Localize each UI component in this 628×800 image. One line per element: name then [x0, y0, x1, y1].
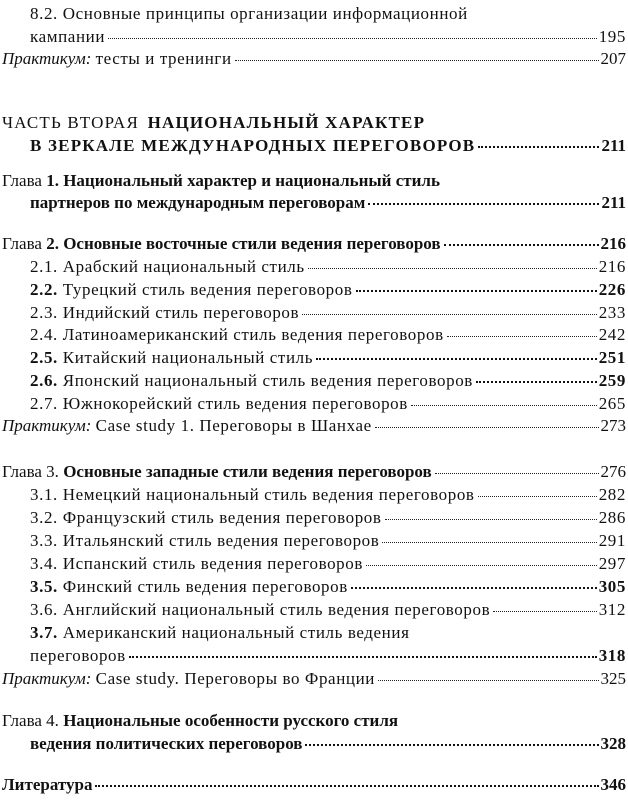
- page-number: 211: [601, 136, 626, 155]
- dot-leader: [305, 744, 598, 746]
- toc-entry-2-1: [30, 256, 626, 278]
- toc-entry-text: 3.3. Итальянский стиль ведения переговоров: [30, 531, 380, 550]
- page-number: 282: [598, 485, 626, 504]
- toc-entry-3-3: [30, 530, 626, 552]
- page-number: 233: [598, 303, 626, 322]
- page-number: 242: [598, 325, 626, 344]
- toc-entry-practicum-2: [2, 415, 626, 437]
- practicum-label: Практикум:: [2, 416, 92, 435]
- toc-entry-2-2: [30, 279, 626, 301]
- page-number: 312: [598, 600, 626, 619]
- toc-entry-chapter-4: [30, 733, 626, 755]
- toc-entry-chapter-3: [2, 461, 626, 483]
- page-number: 251: [598, 348, 626, 367]
- chapter-prefix: Глава: [2, 234, 42, 253]
- chapter-1-heading-line1: [2, 170, 440, 192]
- toc-entry-3-7: [30, 645, 626, 667]
- toc-entry-2-5: [30, 347, 626, 369]
- chapter-title: Основные западные стили ведения переговоров: [63, 462, 432, 481]
- toc-entry-text: кампании: [30, 27, 106, 46]
- chapter-number: 1.: [46, 171, 59, 190]
- chapter-title: Национальный характер и национальный стиль: [63, 171, 440, 190]
- dot-leader: [368, 203, 599, 205]
- page-number: 325: [600, 669, 626, 688]
- toc-entry-3-4: [30, 553, 626, 575]
- page-number: 276: [600, 462, 626, 481]
- toc-entry-chapter-2: [2, 233, 626, 255]
- practicum-label: Практикум:: [2, 49, 92, 68]
- dot-leader: [366, 565, 597, 566]
- page-number: 265: [598, 394, 626, 413]
- toc-entry-8-2-line1: 8.2. Основные принципы организации информационной: [30, 4, 468, 23]
- chapter-title-continued: ведения политических переговоров: [30, 734, 303, 753]
- dot-leader: [444, 244, 599, 246]
- page-number: 328: [600, 734, 626, 753]
- toc-entry-3-6: [30, 599, 626, 621]
- section-number: 3.7.: [30, 623, 58, 642]
- section-number: 3.5.: [30, 577, 58, 596]
- page-number: 259: [598, 371, 626, 390]
- chapter-prefix: Глава 3.: [2, 462, 59, 481]
- section-number: 2.6.: [30, 371, 58, 390]
- toc-entry-text: Турецкий стиль ведения переговоров: [62, 280, 353, 299]
- page-number: 211: [601, 193, 626, 212]
- chapter-prefix: Глава 4.: [2, 711, 59, 730]
- dot-leader: [493, 611, 596, 612]
- toc-entry-text: Case study. Переговоры во Франции: [95, 669, 375, 688]
- page-number: 318: [598, 646, 626, 665]
- toc-entry-2-6: [30, 370, 626, 392]
- toc-entry-practicum-1: [2, 48, 626, 70]
- toc-entry-3-7-line1: [30, 622, 410, 644]
- toc-entry-practicum-3: [2, 668, 626, 690]
- toc-entry-text: тесты и тренинги: [95, 49, 232, 68]
- part-heading-line1: [2, 112, 425, 134]
- toc-entry-text: 3.4. Испанский стиль ведения переговоров: [30, 554, 364, 573]
- part-label: ЧАСТЬ ВТОРАЯ: [2, 113, 140, 132]
- toc-entry-chapter-1: [30, 192, 626, 214]
- part-title: НАЦИОНАЛЬНЫЙ ХАРАКТЕР: [147, 113, 426, 132]
- page-number: 216: [600, 234, 626, 253]
- page-number: 346: [600, 775, 626, 794]
- toc-entry-text: Литература: [2, 775, 93, 794]
- chapter-title-continued: партнеров по международным переговорам: [30, 193, 366, 212]
- toc-entry-3-5: [30, 576, 626, 598]
- dot-leader: [302, 314, 597, 315]
- toc-entry-text: Американский национальный стиль ведения: [62, 623, 410, 642]
- dot-leader: [95, 785, 598, 787]
- dot-leader: [356, 290, 597, 292]
- toc-entry-text: Китайский национальный стиль: [62, 348, 314, 367]
- toc-entry-text: Case study 1. Переговоры в Шанхае: [95, 416, 372, 435]
- dot-leader: [308, 268, 597, 269]
- toc-entry-3-1: [30, 484, 626, 506]
- toc-entry-text: 2.4. Латиноамериканский стиль ведения переговоров: [30, 325, 444, 344]
- toc-entry-2-3: [30, 302, 626, 324]
- dot-leader: [351, 587, 597, 589]
- section-number: 2.2.: [30, 280, 58, 299]
- dot-leader: [478, 496, 597, 497]
- page-number: 286: [598, 508, 626, 527]
- toc-entry-text: 2.3. Индийский стиль переговоров: [30, 303, 300, 322]
- chapter-prefix: Глава: [2, 171, 42, 190]
- page-number: 297: [598, 554, 626, 573]
- toc-entry-text: 3.6. Английский национальный стиль ведения переговоров: [30, 600, 491, 619]
- chapter-number: 2.: [46, 234, 59, 253]
- dot-leader: [378, 680, 599, 681]
- dot-leader: [476, 381, 597, 383]
- section-number: 2.5.: [30, 348, 58, 367]
- page-number: 273: [600, 416, 626, 435]
- toc-entry-2-4: [30, 324, 626, 346]
- dot-leader: [447, 336, 597, 337]
- toc-entry-2-7: [30, 393, 626, 415]
- dot-leader: [129, 656, 597, 658]
- toc-entry-part-2: [30, 135, 626, 157]
- dot-leader: [385, 519, 597, 520]
- toc-entry-text: 3.1. Немецкий национальный стиль ведения переговоров: [30, 485, 475, 504]
- page-number: 291: [598, 531, 626, 550]
- toc-entry-literature: [2, 774, 626, 796]
- page-number: 207: [600, 49, 626, 68]
- toc-entry-text: 2.7. Южнокорейский стиль ведения переговоров: [30, 394, 408, 413]
- dot-leader: [108, 38, 597, 39]
- dot-leader: [375, 427, 599, 428]
- part-title-continued: В ЗЕРКАЛЕ МЕЖДУНАРОДНЫХ ПЕРЕГОВОРОВ: [30, 136, 476, 155]
- page-number: 305: [598, 577, 626, 596]
- toc-entry-text: 3.2. Французский стиль ведения переговоров: [30, 508, 382, 527]
- dot-leader: [235, 60, 599, 61]
- page-number: 226: [598, 280, 626, 299]
- page-number: 195: [598, 27, 626, 46]
- toc-entry-text: Финский стиль ведения переговоров: [62, 577, 348, 596]
- dot-leader: [316, 358, 597, 360]
- practicum-label: Практикум:: [2, 669, 92, 688]
- dot-leader: [478, 146, 599, 148]
- chapter-4-heading-line1: [2, 710, 398, 732]
- toc-entry-text: Японский национальный стиль ведения переговоров: [62, 371, 473, 390]
- chapter-title: Основные восточные стили ведения переговоров: [63, 234, 441, 253]
- toc-entry-text: 2.1. Арабский национальный стиль: [30, 257, 305, 276]
- chapter-title: Национальные особенности русского стиля: [63, 711, 399, 730]
- toc-entry-text-continued: переговоров: [30, 646, 126, 665]
- toc-entry-8-2: [30, 26, 626, 48]
- page-number: 216: [598, 257, 626, 276]
- dot-leader: [435, 473, 599, 474]
- dot-leader: [382, 542, 596, 543]
- dot-leader: [411, 405, 597, 406]
- toc-entry-3-2: [30, 507, 626, 529]
